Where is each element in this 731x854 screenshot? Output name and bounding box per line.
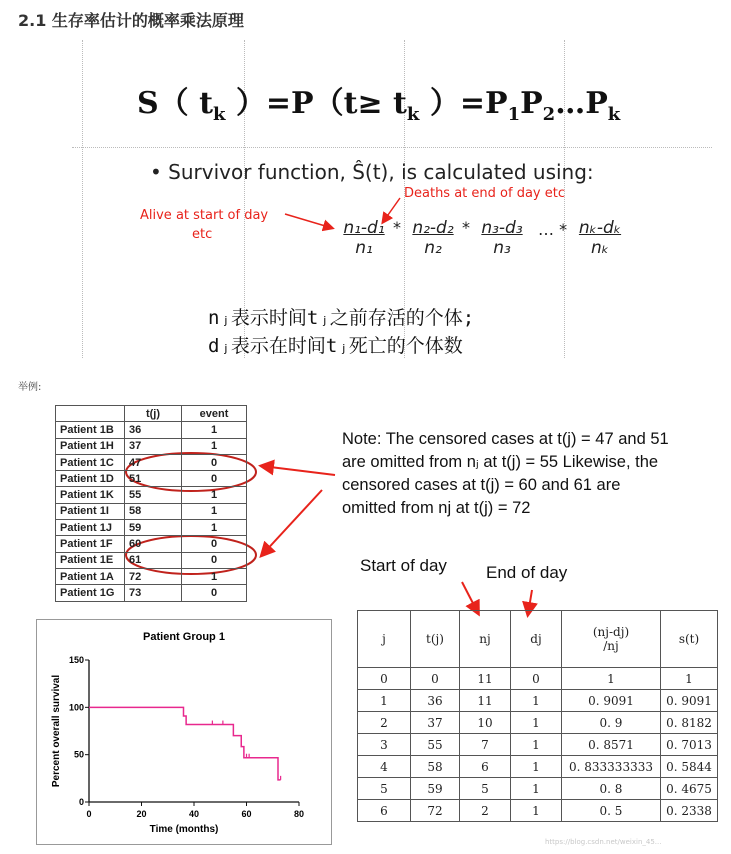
table-cell: 1 [511,800,562,822]
table-row [56,487,247,503]
table-row [56,568,247,584]
table-row [56,520,247,536]
table-cell: 6 [358,800,411,822]
table-cell: 0. 9091 [661,690,718,712]
y-axis-label: Percent overall survival [51,674,62,788]
table-cell: 11 [460,690,511,712]
chart-title: Patient Group 1 [143,631,225,643]
table-cell: Patient 1J [56,520,125,536]
table-cell: 36 [411,690,460,712]
table-cell: 0. 5 [562,800,661,822]
x-tick-label: 40 [188,809,200,819]
table-cell: 7 [460,734,511,756]
table-row [56,503,247,519]
table-cell: 36 [125,422,182,438]
table-cell: 1 [182,487,247,503]
table-cell: Patient 1F [56,536,125,552]
table-cell: 0 [358,668,411,690]
table-cell: 73 [125,585,182,601]
table-cell: 47 [125,454,182,470]
table-cell: 1 [182,438,247,454]
table-cell: 1 [182,568,247,584]
header-cell: t(j) [125,406,182,422]
table-cell: 2 [460,800,511,822]
end-of-day-label: End of day [486,563,568,582]
table-cell: Patient 1G [56,585,125,601]
table-cell: 0. 9091 [562,690,661,712]
table-row [56,438,247,454]
section-heading: 2.1 生存率估计的概率乘法原理 [18,11,244,30]
table-row [56,471,247,487]
table-row [56,552,247,568]
header-cell: event [182,406,247,422]
fraction-k: $\frac{\text{nₖ-dₖ}}{\text{nₖ}}$ [578,218,622,258]
table-header-row [56,406,247,422]
header-cell: j [358,611,411,668]
table-cell: 0 [182,471,247,487]
survival-table [357,610,718,822]
table-cell: 0 [182,454,247,470]
table-cell: 5 [460,778,511,800]
table-row [56,454,247,470]
fraction-2: $\frac{\text{n₂-d₂}}{\text{n₂}}$ [412,218,454,258]
fraction-3: $\frac{\text{n₃-d₃}}{\text{n₃}}$ [481,218,523,258]
table-cell: 55 [411,734,460,756]
table-cell: 0 [182,536,247,552]
header-cell: nj [460,611,511,668]
table-cell: Patient 1I [56,503,125,519]
table-cell: 1 [661,668,718,690]
table-cell: 55 [125,487,182,503]
table-cell: 1 [511,756,562,778]
product-limit-formula: S（ $t_k$ ）$=P(t\ge t_k$ ）$=P_1P_2\dots P_k$ [137,86,621,125]
table-cell: 1 [182,520,247,536]
table-cell: 59 [125,520,182,536]
table-cell: 37 [125,438,182,454]
y-tick-label: 50 [73,749,84,760]
table-cell: 0. 4675 [661,778,718,800]
table-cell: Patient 1D [56,471,125,487]
ellipsis: … * [538,220,568,239]
survival-step-line [89,707,281,780]
table-cell: 51 [125,471,182,487]
table-cell: 0. 2338 [661,800,718,822]
table-cell: 0. 9 [562,712,661,734]
table-cell: 1 [182,503,247,519]
table-cell: 2 [358,712,411,734]
table-row [358,712,718,734]
y-tick-label: 0 [78,797,84,807]
dj-definition: dⱼ表示在时间tⱼ死亡的个体数 [208,335,463,357]
table-cell: 72 [125,568,182,584]
table-row [358,668,718,690]
table-row [358,756,718,778]
star-2: * [462,218,470,237]
table-row [358,778,718,800]
table-cell: Patient 1A [56,568,125,584]
x-axis-label: Time (months) [149,824,219,835]
x-tick-label: 0 [86,809,92,819]
x-tick-label: 80 [293,809,305,819]
table-cell: Patient 1E [56,552,125,568]
table-cell: 60 [125,536,182,552]
y-tick-label: 100 [68,702,84,713]
censoring-note: Note: The censored cases at t(j) = 47 and 51 are omitted from nⱼ at t(j) = 55 Likewise, the censored cases at t(j) = 60 and 61 are omitted from nj at t(j) = 72 [342,430,669,517]
table-cell: 5 [358,778,411,800]
star-1: * [393,218,401,237]
table-cell: 1 [358,690,411,712]
watermark: https://blog.csdn.net/weixin_45... [545,838,662,846]
example-label: 举例: [18,382,42,393]
table-cell: 11 [460,668,511,690]
fraction-1: $\frac{\text{n₁-d₁}}{\text{n₁}}$ [343,218,385,258]
table-cell: 0 [182,585,247,601]
header-cell: s(t) [661,611,718,668]
table-cell: 0 [182,552,247,568]
header-cell: (nj-dj) /nj [562,611,661,668]
table-cell: 0. 8 [562,778,661,800]
table-row [56,422,247,438]
alive-label-etc: etc [192,227,213,242]
table-cell: 1 [511,734,562,756]
table-row [358,800,718,822]
km-chart-frame [36,619,332,845]
survivor-function-bullet: • Survivor function, Ŝ(t), is calculated using: [150,160,594,184]
table-cell: 59 [411,778,460,800]
y-tick-label: 150 [68,655,84,665]
table-cell: 6 [460,756,511,778]
table-cell: 1 [511,778,562,800]
table-cell: 1 [511,712,562,734]
header-cell: dj [511,611,562,668]
table-cell: 72 [411,800,460,822]
table-cell: 0. 833333333 [562,756,661,778]
table-cell: Patient 1H [56,438,125,454]
header-cell [56,406,125,422]
table-cell: 0 [411,668,460,690]
km-chart [37,620,331,844]
x-tick-label: 60 [241,809,252,819]
table-cell: 58 [125,503,182,519]
start-of-day-label: Start of day [360,556,447,575]
table-row [358,734,718,756]
table-cell: 37 [411,712,460,734]
table-cell: 1 [182,422,247,438]
alive-label: Alive at start of day [140,208,269,223]
table-row [358,690,718,712]
table-cell: 1 [511,690,562,712]
table-cell: Patient 1B [56,422,125,438]
table-cell: 58 [411,756,460,778]
table-cell: 0 [511,668,562,690]
table-cell: 1 [562,668,661,690]
table-row [56,585,247,601]
table-cell: Patient 1K [56,487,125,503]
table-row [56,536,247,552]
table-cell: 61 [125,552,182,568]
table-cell: 0. 8182 [661,712,718,734]
table-cell: 4 [358,756,411,778]
nj-definition: nⱼ表示时间tⱼ之前存活的个体; [208,307,475,329]
patient-table [55,405,247,602]
table-cell: 0. 7013 [661,734,718,756]
table-cell: 10 [460,712,511,734]
header-cell: t(j) [411,611,460,668]
table-cell: Patient 1C [56,454,125,470]
x-tick-label: 20 [136,809,147,819]
table-cell: 3 [358,734,411,756]
table-cell: 0. 5844 [661,756,718,778]
deaths-label: Deaths at end of day etc [404,186,565,201]
table-cell: 0. 8571 [562,734,661,756]
